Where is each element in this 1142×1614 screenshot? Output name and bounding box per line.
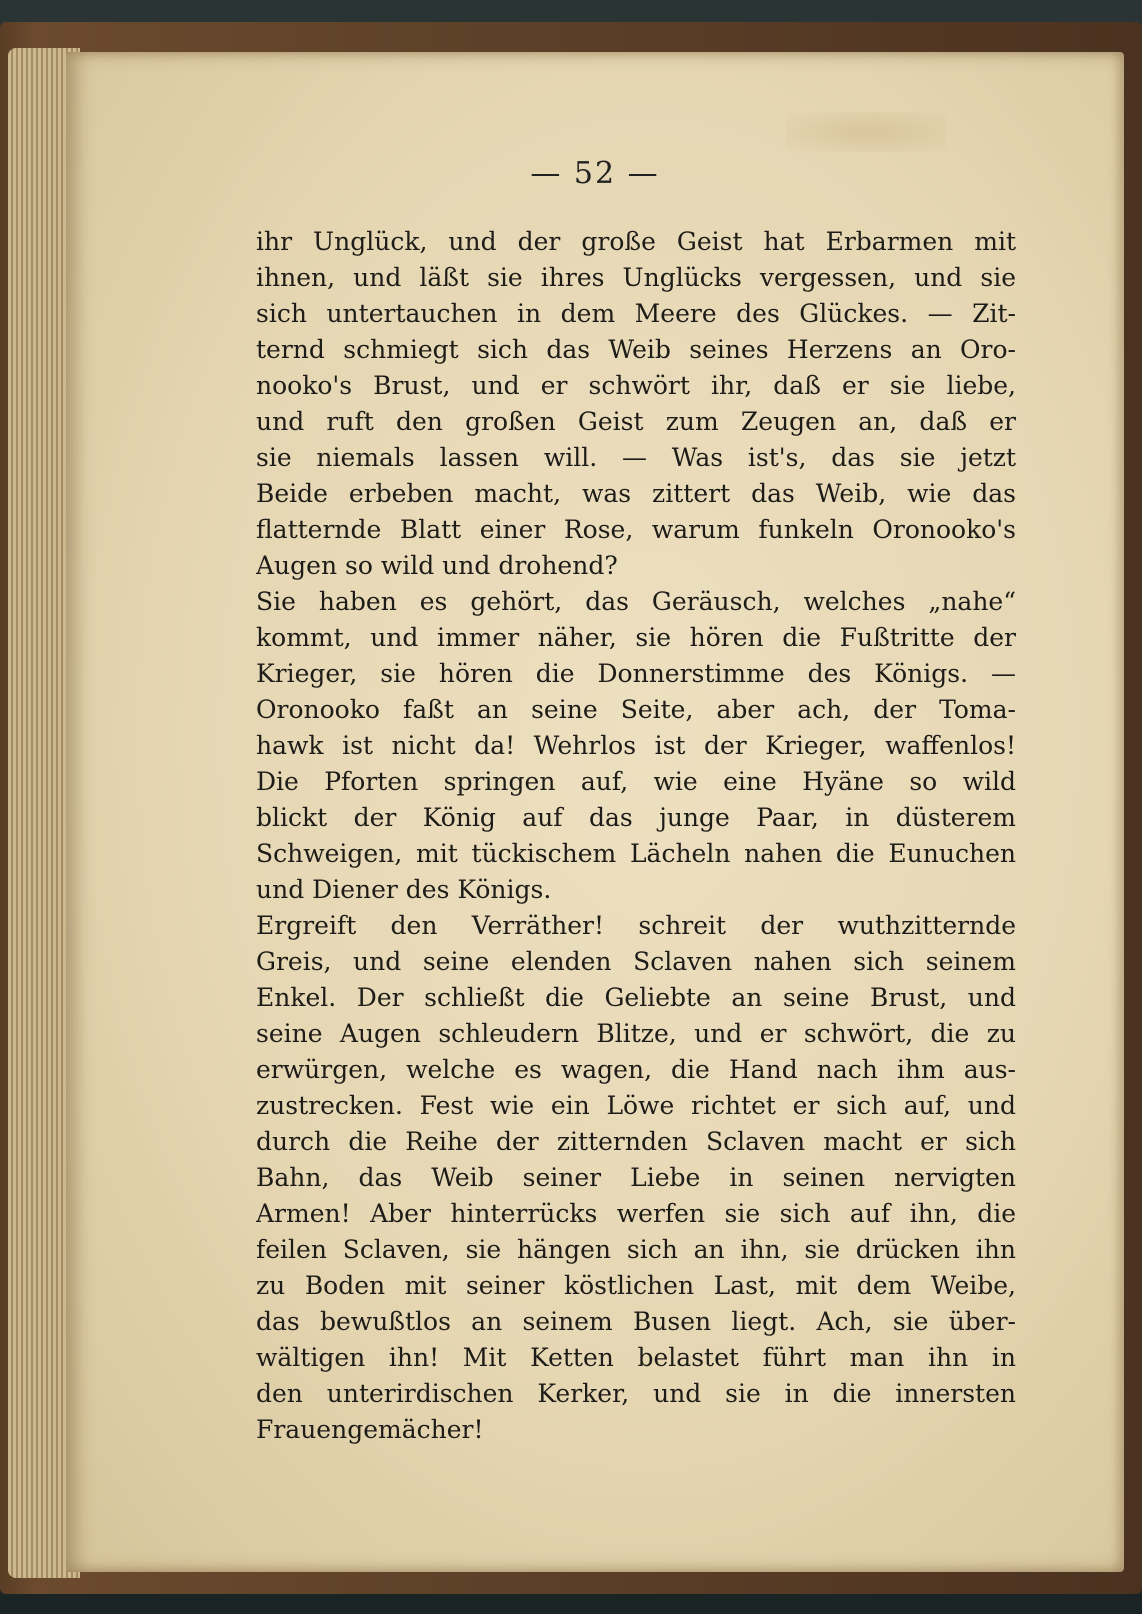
text-line: Oronooko faßt an seine Seite, aber ach, der Toma- bbox=[256, 695, 1016, 724]
text-line: Bahn, das Weib seiner Liebe in seinen nervigten bbox=[256, 1163, 1016, 1192]
page-text bbox=[256, 224, 1016, 1448]
text-line: flatternde Blatt einer Rose, warum funkeln Oronooko's bbox=[256, 515, 1016, 544]
text-line: Greis, und seine elenden Sclaven nahen sich seinem bbox=[256, 947, 1016, 976]
text-line: kommt, und immer näher, sie hören die Fußtritte der bbox=[256, 623, 1016, 652]
text-line: zustrecken. Fest wie ein Löwe richtet er sich auf, und bbox=[256, 1091, 1016, 1120]
text-line: sich untertauchen in dem Meere des Glückes. — Zit- bbox=[256, 299, 1016, 328]
text-line: erwürgen, welche es wagen, die Hand nach ihm aus- bbox=[256, 1055, 1016, 1084]
text-line: ihr Unglück, und der große Geist hat Erbarmen mit bbox=[256, 227, 1016, 256]
book-page bbox=[66, 52, 1124, 1572]
paper-stain bbox=[786, 112, 946, 152]
text-line: ihnen, und läßt sie ihres Unglücks vergessen, und sie bbox=[256, 263, 1016, 292]
text-line: zu Boden mit seiner köstlichen Last, mit dem Weibe, bbox=[256, 1271, 1016, 1300]
text-line: ternd schmiegt sich das Weib seines Herzens an Oro- bbox=[256, 335, 1016, 364]
text-line: Augen so wild und drohend? bbox=[256, 551, 618, 580]
text-line: wältigen ihn! Mit Ketten belastet führt man ihn in bbox=[256, 1343, 1016, 1372]
text-line: und ruft den großen Geist zum Zeugen an, daß er bbox=[256, 407, 1016, 436]
text-line: Ergreift den Verräther! schreit der wuthzitternde bbox=[256, 911, 1016, 940]
text-line: das bewußtlos an seinem Busen liegt. Ach, sie über- bbox=[256, 1307, 1016, 1336]
text-line: feilen Sclaven, sie hängen sich an ihn, sie drücken ihn bbox=[256, 1235, 1016, 1264]
text-line: seine Augen schleudern Blitze, und er schwört, die zu bbox=[256, 1019, 1016, 1048]
text-line: und Diener des Königs. bbox=[256, 875, 552, 904]
text-line: Krieger, sie hören die Donnerstimme des Königs. — bbox=[256, 659, 1016, 688]
text-line: Armen! Aber hinterrücks werfen sie sich auf ihn, die bbox=[256, 1199, 1016, 1228]
text-line: sie niemals lassen will. — Was ist's, das sie jetzt bbox=[256, 443, 1016, 472]
text-line: blickt der König auf das junge Paar, in düsterem bbox=[256, 803, 1016, 832]
text-line: hawk ist nicht da! Wehrlos ist der Krieger, waffenlos! bbox=[256, 731, 1016, 760]
text-line: Beide erbeben macht, was zittert das Weib, wie das bbox=[256, 479, 1016, 508]
text-line: nooko's Brust, und er schwört ihr, daß er sie liebe, bbox=[256, 371, 1016, 400]
page-number: — 52 — bbox=[530, 156, 660, 191]
text-line: Sie haben es gehört, das Geräusch, welches „nahe“ bbox=[256, 587, 1016, 616]
text-line: Schweigen, mit tückischem Lächeln nahen die Eunuchen bbox=[256, 839, 1016, 868]
text-line: Frauengemächer! bbox=[256, 1415, 484, 1444]
text-line: Die Pforten springen auf, wie eine Hyäne so wild bbox=[256, 767, 1016, 796]
text-line: Enkel. Der schließt die Geliebte an seine Brust, und bbox=[256, 983, 1016, 1012]
text-line: den unterirdischen Kerker, und sie in die innersten bbox=[256, 1379, 1016, 1408]
text-line: durch die Reihe der zitternden Sclaven macht er sich bbox=[256, 1127, 1016, 1156]
